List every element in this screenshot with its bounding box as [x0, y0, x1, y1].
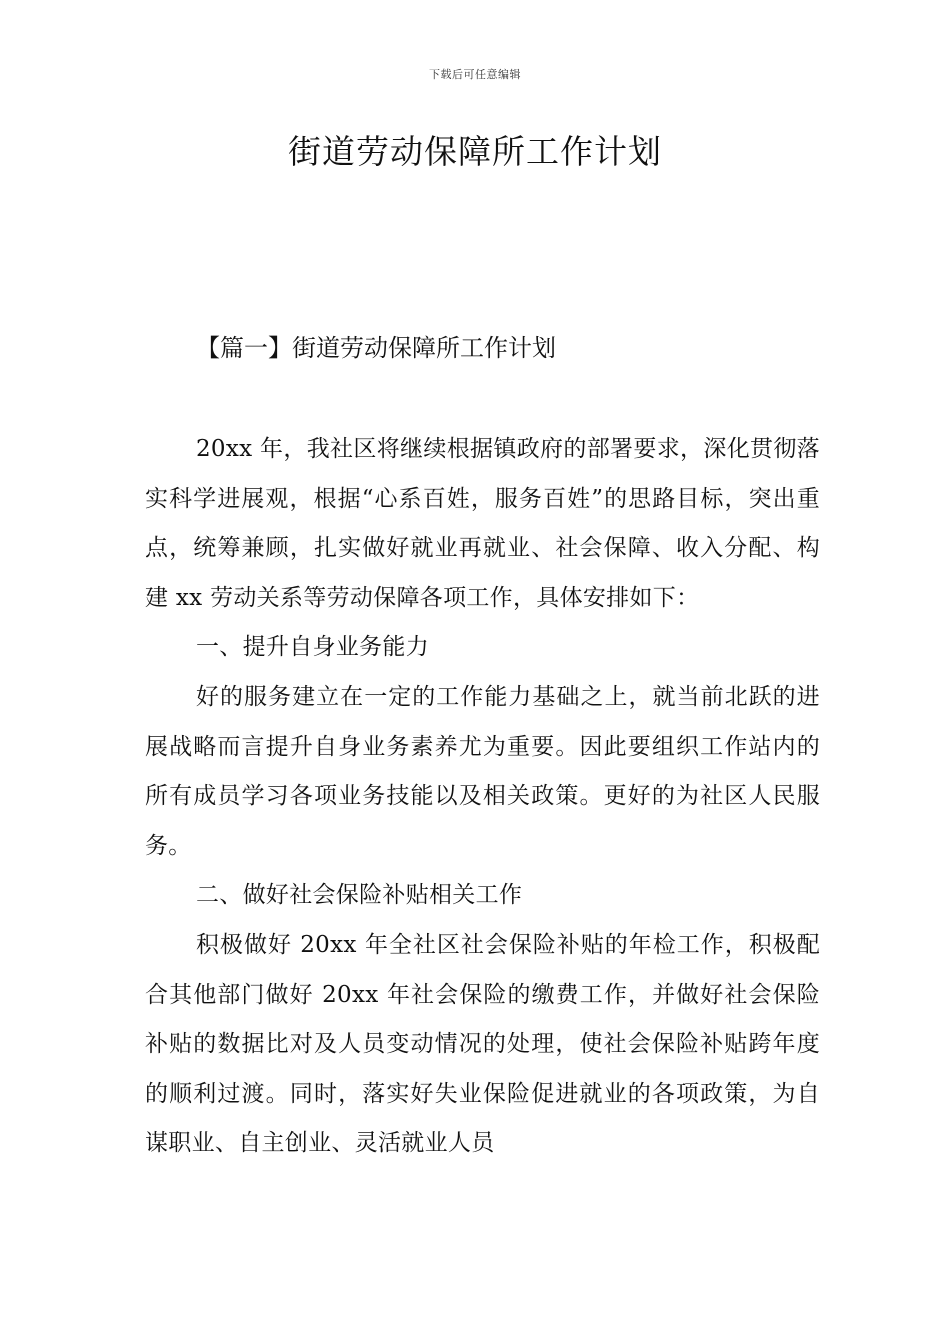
header-note: 下载后可任意编辑: [429, 68, 521, 81]
paragraph-social-insurance: 积极做好 20xx 年全社区社会保险补贴的年检工作，积极配合其他部门做好 20xx 年社会保险的缴费工作，并做好社会保险补贴的数据比对及人员变动情况的处理，使社会保险补贴跨年度的顺利过渡。同时，落实好失业保险促进就业的各项政策，为自谋职业、自主创业、灵活就业人员: [145, 931, 820, 1157]
document-body: [145, 425, 820, 1169]
section-title: 【篇一】街道劳动保障所工作计划: [196, 334, 556, 362]
paragraph-improve-ability: 好的服务建立在一定的工作能力基础之上，就当前北跃的进展战略而言提升自身业务素养尤为重要。因此要组织工作站内的所有成员学习各项业务技能以及相关政策。更好的为社区人民服务。: [145, 683, 820, 859]
paragraph-intro: 20xx 年，我社区将继续根据镇政府的部署要求，深化贯彻落实科学进展观，根据“心系百姓，服务百姓”的思路目标，突出重点，统筹兼顾，扎实做好就业再就业、社会保障、收入分配、构建 xx 劳动关系等劳动保障各项工作，具体安排如下：: [145, 436, 820, 611]
heading-social-insurance: 二、做好社会保险补贴相关工作: [196, 882, 523, 909]
heading-improve-ability: 一、提升自身业务能力: [196, 634, 429, 661]
document-title: 街道劳动保障所工作计划: [288, 132, 662, 171]
